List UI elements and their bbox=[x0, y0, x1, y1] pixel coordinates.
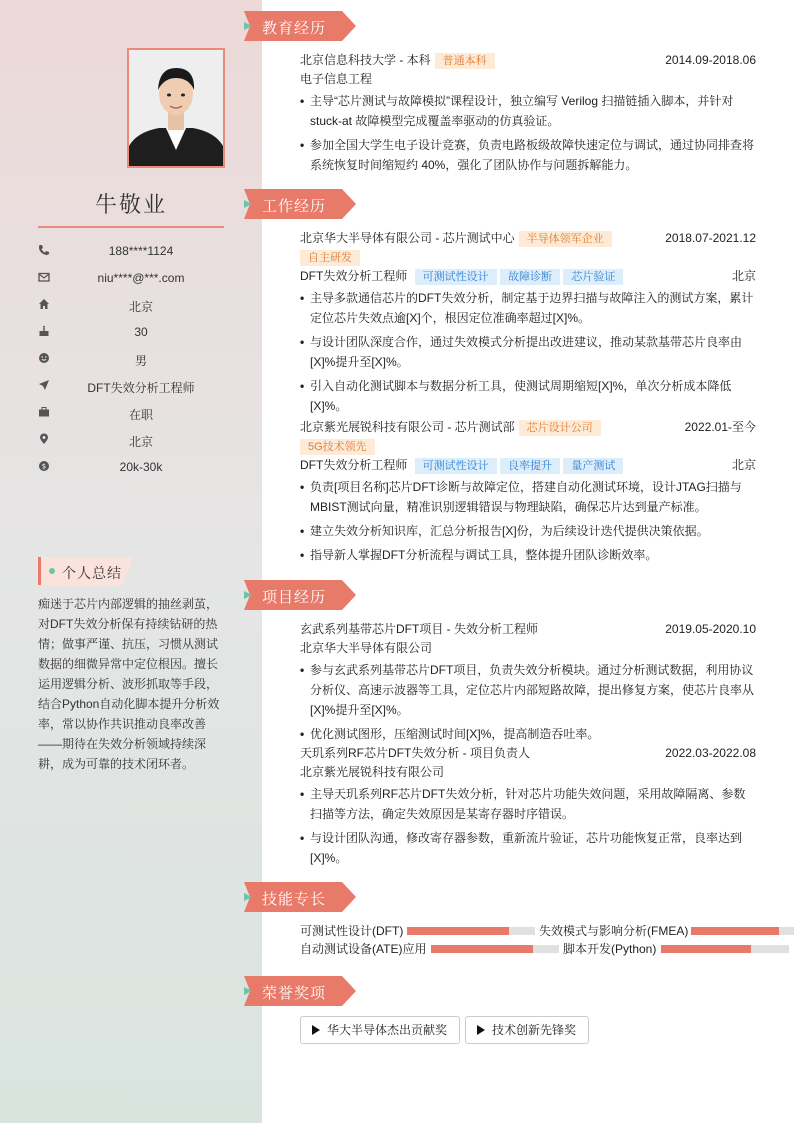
education-date: 2014.09-2018.06 bbox=[665, 53, 756, 67]
work-entry-1 bbox=[300, 229, 756, 420]
work-bullets bbox=[300, 477, 756, 565]
skill-bar bbox=[691, 927, 794, 935]
home-text: 北京 bbox=[128, 300, 153, 314]
honor-text: 技术创新先锋奖 bbox=[492, 1023, 577, 1037]
company-tag: 芯片设计公司 bbox=[519, 420, 601, 436]
project-org: 北京紫光展锐科技有限公司 bbox=[300, 765, 445, 779]
summary-title: 个人总结 bbox=[62, 565, 122, 581]
project-date: 2022.03-2022.08 bbox=[665, 746, 756, 760]
phone-icon bbox=[38, 244, 50, 256]
company-tag: 5G技术领先 bbox=[300, 439, 375, 455]
skill-item bbox=[300, 940, 426, 958]
info-gender bbox=[38, 350, 224, 370]
skill-bar bbox=[407, 927, 535, 935]
skill-bar-fill bbox=[691, 927, 779, 935]
age-text: 30 bbox=[134, 325, 148, 339]
list-item: • 参加全国大学生电子设计竞赛，负责电路板级故障快速定位与调试，通过协同排查将系统恢复时间缩短约 40%，强化了团队协作与问题拆解能力。 bbox=[300, 135, 756, 175]
name-divider bbox=[38, 226, 224, 228]
svg-text:$: $ bbox=[41, 462, 47, 471]
honor-badge bbox=[300, 1016, 460, 1044]
section-heading-honors bbox=[244, 976, 356, 1006]
smiley-icon bbox=[38, 352, 50, 364]
list-item: • 与设计团队深度合作，通过失效模式分析提出改进建议，推动某款基带芯片良率由[X]%提升至[X]%。 bbox=[300, 332, 756, 372]
section-heading-education bbox=[244, 11, 356, 41]
project-bullets bbox=[300, 784, 756, 868]
company-tag: 自主研发 bbox=[300, 250, 360, 266]
project-org: 北京华大半导体有限公司 bbox=[300, 641, 433, 655]
work-city: 北京 bbox=[731, 269, 756, 283]
work-city: 北京 bbox=[731, 458, 756, 472]
skill-bar-fill bbox=[661, 945, 751, 953]
info-status bbox=[38, 404, 224, 424]
major: 电子信息工程 bbox=[300, 72, 373, 86]
job-role: DFT失效分析工程师 bbox=[300, 269, 408, 283]
phone-text: 188****1124 bbox=[108, 244, 174, 258]
play-triangle-icon bbox=[311, 1025, 321, 1035]
avatar bbox=[129, 50, 223, 166]
skill-bar bbox=[661, 945, 789, 953]
info-phone bbox=[38, 242, 224, 262]
info-age bbox=[38, 323, 224, 343]
skill-tag: 可测试性设计 bbox=[415, 458, 497, 474]
skill-tag: 故障诊断 bbox=[500, 269, 560, 285]
skill-tag: 可测试性设计 bbox=[415, 269, 497, 285]
email-icon bbox=[38, 271, 50, 283]
project-date: 2019.05-2020.10 bbox=[665, 622, 756, 636]
home-icon bbox=[38, 298, 50, 310]
work-bullets bbox=[300, 288, 756, 416]
skill-bar-fill bbox=[407, 927, 509, 935]
skill-tag: 量产测试 bbox=[563, 458, 623, 474]
project-bullets bbox=[300, 660, 756, 744]
info-salary bbox=[38, 458, 224, 478]
list-item: • 优化测试图形，压缩测试时间[X]%，提高制造吞吐率。 bbox=[300, 724, 756, 744]
company-tag: 半导体领军企业 bbox=[519, 231, 612, 247]
school-name: 北京信息科技大学 - 本科 bbox=[300, 53, 431, 67]
education-entry bbox=[300, 51, 756, 179]
list-item: • 主导多款通信芯片的DFT失效分析，制定基于边界扫描与故障注入的测试方案，累计定位芯片失效点逾[X]个，根因定位准确率超过[X]%。 bbox=[300, 288, 756, 328]
location-text: 北京 bbox=[128, 435, 153, 449]
play-triangle-icon bbox=[476, 1025, 486, 1035]
info-target-job bbox=[38, 377, 224, 397]
info-home bbox=[38, 296, 224, 316]
list-item: • 指导新人掌握DFT分析流程与调试工具，整体提升团队诊断效率。 bbox=[300, 545, 756, 565]
skill-name: 失效模式与影响分析(FMEA) bbox=[539, 924, 689, 938]
info-email bbox=[38, 269, 224, 289]
salary-text: 20k-30k bbox=[119, 460, 163, 474]
honor-text: 华大半导体杰出贡献奖 bbox=[327, 1023, 448, 1037]
work-entry-2 bbox=[300, 418, 756, 569]
cake-icon bbox=[38, 325, 50, 337]
target-job-text: DFT失效分析工程师 bbox=[87, 381, 195, 395]
company-name: 北京华大半导体有限公司 - 芯片测试中心 bbox=[300, 231, 515, 245]
honors-title: 荣誉奖项 bbox=[262, 985, 327, 1002]
list-item: • 主导天玑系列RF芯片DFT失效分析，针对芯片功能失效问题，采用故障隔离、参数扫描等方法，确定失效原因是某寄存器时序错误。 bbox=[300, 784, 756, 824]
skill-tag: 芯片验证 bbox=[563, 269, 623, 285]
list-item: • 建立失效分析知识库，汇总分析报告[X]份，为后续设计迭代提供决策依据。 bbox=[300, 521, 756, 541]
work-date: 2018.07-2021.12 bbox=[665, 231, 756, 245]
honor-badge bbox=[465, 1016, 589, 1044]
send-icon bbox=[38, 379, 50, 391]
money-icon bbox=[38, 460, 50, 472]
section-heading-projects bbox=[244, 580, 356, 610]
list-item: • 与设计团队沟通，修改寄存器参数，重新流片验证，芯片功能恢复正常，良率达到[X]%。 bbox=[300, 828, 756, 868]
profile-photo bbox=[127, 48, 225, 168]
skill-bar-fill bbox=[431, 945, 533, 953]
company-name: 北京紫光展锐科技有限公司 - 芯片测试部 bbox=[300, 420, 515, 434]
location-pin-icon bbox=[38, 433, 50, 445]
skill-tag: 良率提升 bbox=[500, 458, 560, 474]
work-date: 2022.01-至今 bbox=[684, 420, 756, 434]
email-text: niu****@***.com bbox=[97, 271, 185, 285]
education-bullets bbox=[300, 91, 756, 175]
skill-item bbox=[563, 940, 656, 958]
list-item: • 负责[项目名称]芯片DFT诊断与故障定位，搭建自动化测试环境，设计JTAG扫描与MBIST测试向量，精准识别逻辑错误与物理缺陷，确保芯片达到量产标准。 bbox=[300, 477, 756, 517]
section-heading-skills bbox=[244, 882, 356, 912]
list-item: • 参与玄武系列基带芯片DFT项目，负责失效分析模块。通过分析测试数据，利用协议分析仪、高速示波器等工具，定位芯片内部短路故障，提出修复方案，使芯片良率从[X]%提升至[X]%。 bbox=[300, 660, 756, 720]
list-item: • 引入自动化测试脚本与数据分析工具，使测试周期缩短[X]%，单次分析成本降低[X]%。 bbox=[300, 376, 756, 416]
status-text: 在职 bbox=[128, 408, 153, 422]
project-title: 天玑系列RF芯片DFT失效分析 - 项目负责人 bbox=[300, 746, 530, 760]
education-title: 教育经历 bbox=[262, 20, 327, 37]
project-title: 玄武系列基带芯片DFT项目 - 失效分析工程师 bbox=[300, 622, 538, 636]
school-tag: 普通本科 bbox=[435, 53, 495, 69]
gender-text: 男 bbox=[134, 354, 147, 368]
project-entry-1 bbox=[300, 620, 756, 748]
skills-title: 技能专长 bbox=[262, 891, 327, 908]
info-location bbox=[38, 431, 224, 451]
skill-bar bbox=[431, 945, 559, 953]
work-title: 工作经历 bbox=[262, 198, 327, 215]
skill-name: 可测试性设计(DFT) bbox=[300, 924, 404, 938]
summary-text: 痴迷于芯片内部逻辑的抽丝剥茧，对DFT失效分析保有持续钻研的热情；做事严谨、抗压，习惯从测试数据的细微异常中定位根因。擅长运用逻辑分析、波形抓取等手段，结合Python自动化脚本提升分析效率，常以协作共识推动良率改善——期待在失效分析领域持续深耕，成为可靠的技术闭环者。 bbox=[38, 597, 220, 771]
list-item: • 主导“芯片测试与故障模拟”课程设计，独立编写 Verilog 扫描链插入脚本，并针对 stuck-at 故障模型完成覆盖率驱动的仿真验证。 bbox=[300, 91, 756, 131]
skill-item bbox=[300, 922, 403, 940]
section-heading-work bbox=[244, 189, 356, 219]
candidate-name: 牛敬业 bbox=[94, 192, 167, 217]
job-role: DFT失效分析工程师 bbox=[300, 458, 408, 472]
summary-heading bbox=[38, 557, 134, 585]
skill-name: 脚本开发(Python) bbox=[563, 942, 657, 956]
skill-item bbox=[539, 922, 688, 940]
briefcase-icon bbox=[38, 406, 50, 418]
projects-title: 项目经历 bbox=[262, 589, 327, 606]
skill-name: 自动测试设备(ATE)应用 bbox=[300, 942, 427, 956]
project-entry-2 bbox=[300, 744, 756, 872]
